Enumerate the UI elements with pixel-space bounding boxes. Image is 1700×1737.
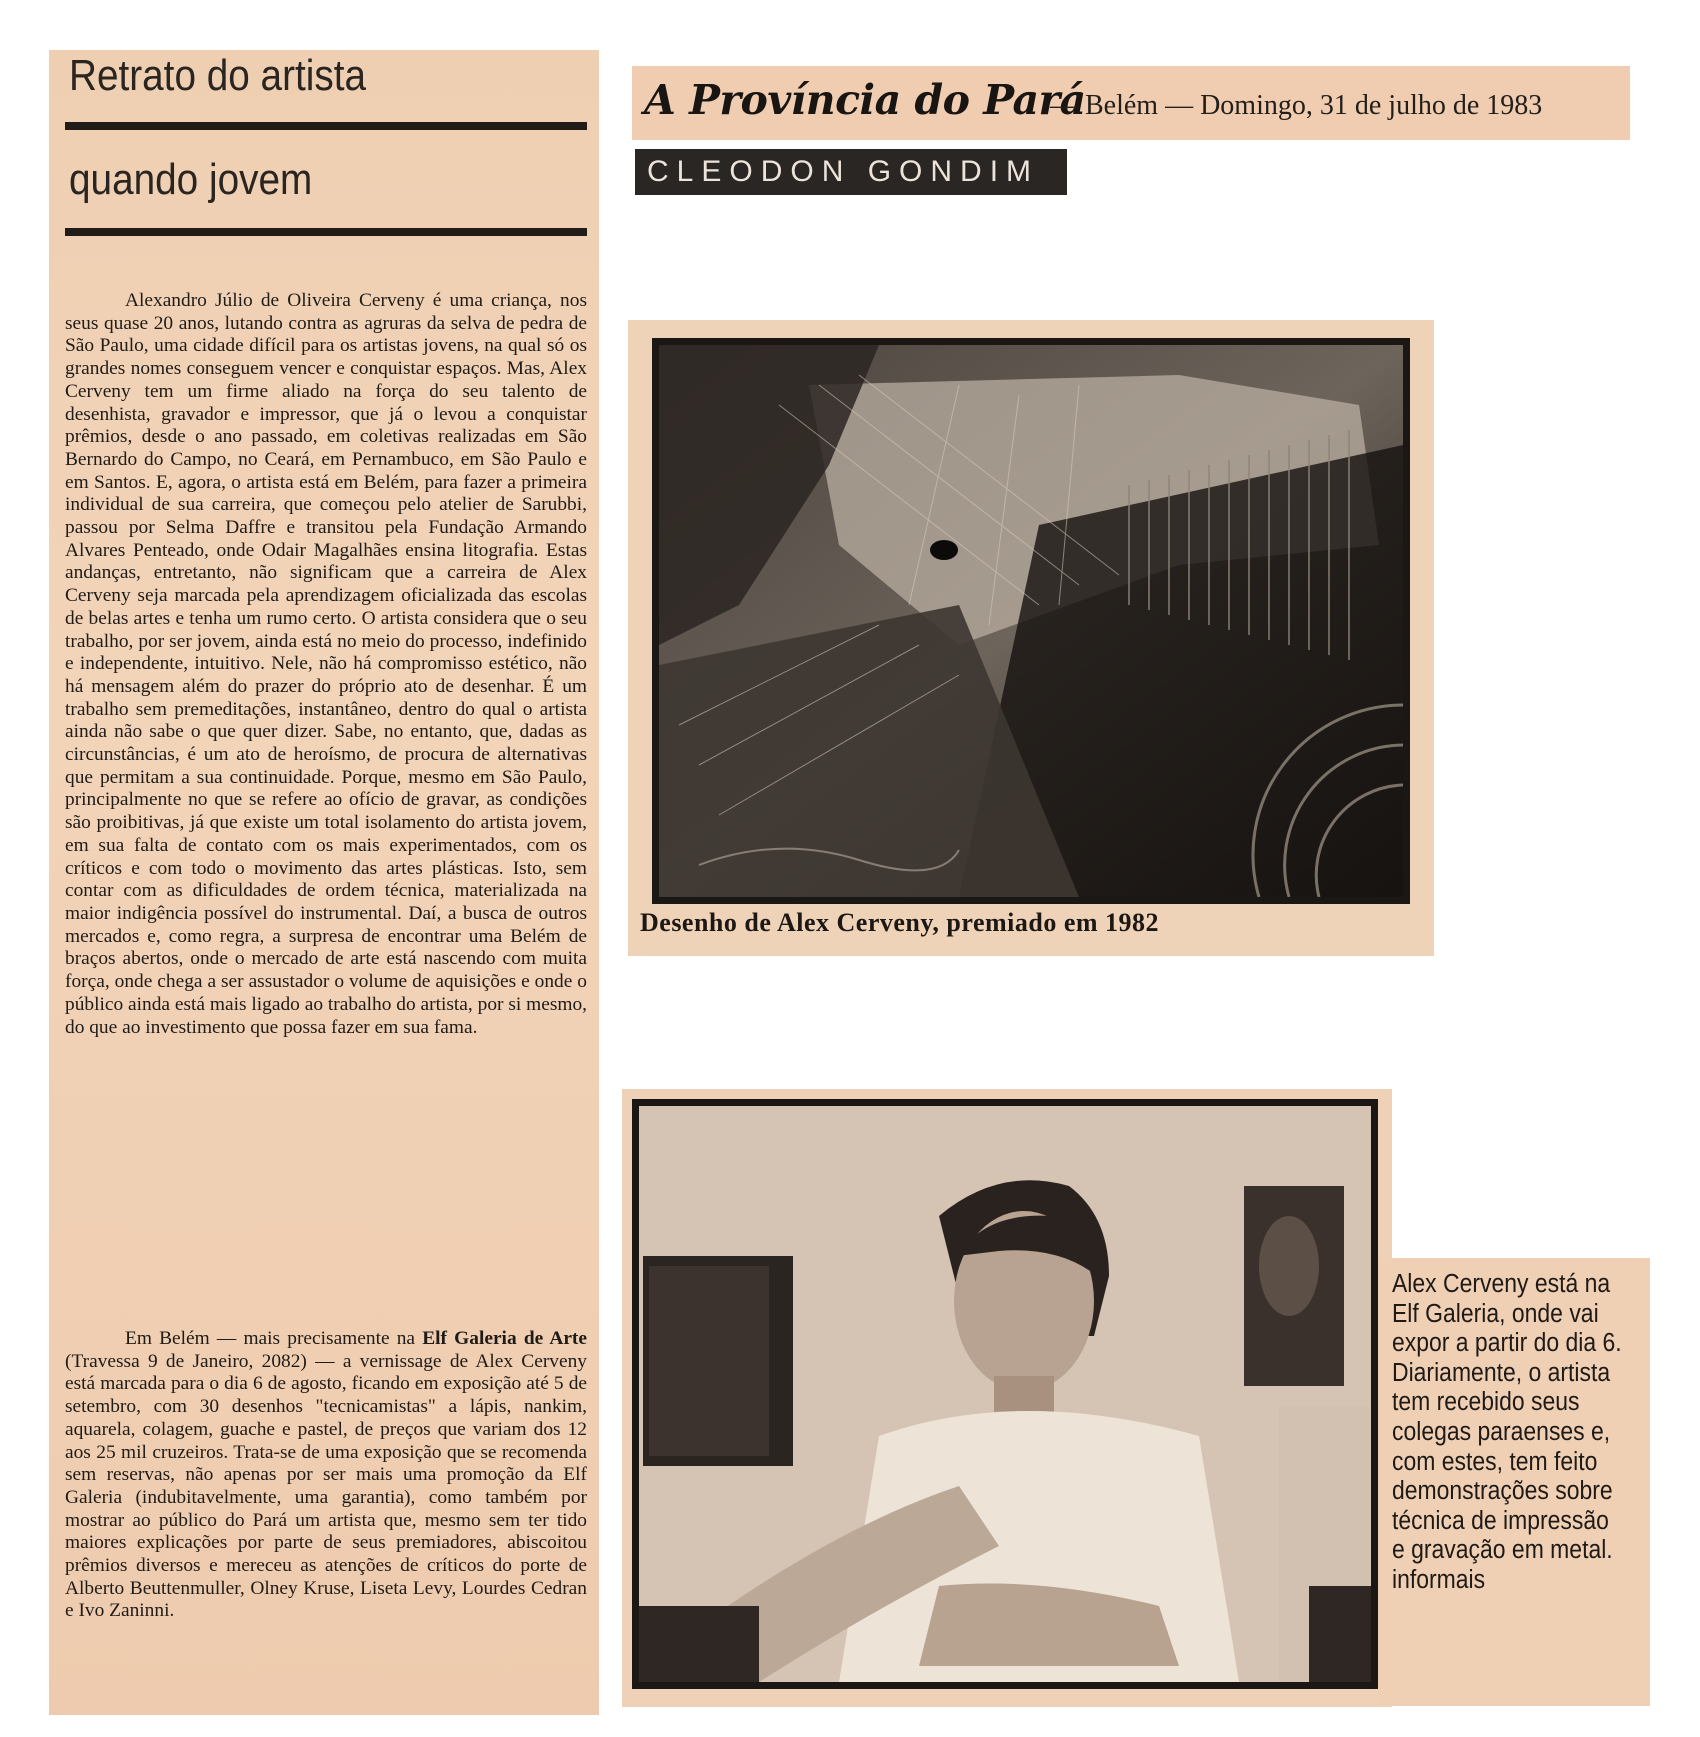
- gallery-name: Elf Galeria de Arte: [422, 1328, 587, 1349]
- portrait-illustration: [639, 1106, 1371, 1682]
- portrait-photo: [632, 1099, 1378, 1689]
- photo-clipping: [622, 1089, 1392, 1707]
- paragraph-2-lead: Em Belém — mais precisamente na: [125, 1328, 423, 1349]
- headline-line-2: quando jovem: [69, 155, 313, 204]
- article-paragraph-2: [65, 1328, 587, 1623]
- paragraph-2-rest: (Travessa 9 de Janeiro, 2082) — a vernissage de Alex Cerveny está marcada para o dia 6 de agosto, ficando em exposição até 5 de setembro, com 30 desenhos "tecnicamistas" a lápis, nankim, aquarela, colagem, guache e pastel, de preços que variam dos 12 aos 25 mil cruzeiros. Trata-se de uma exposição que se recomenda sem reservas, não apenas por ser mais uma promoção da Elf Galeria (indubitavelmente, uma garantia), como também por mostrar ao público do Pará um artista que, mesmo sem ter tido maiores explicações por parte de seus premiadores, abiscoitou prêmios diversos e mereceu as atenções de críticos do porte de Alberto Beuttenmuller, Olney Kruse, Liseta Levy, Lourdes Cedran e Ivo Zaninni.: [65, 1350, 587, 1622]
- masthead: [632, 66, 1630, 140]
- dateline: — Belém — Domingo, 31 de julho de 1983: [1050, 90, 1543, 121]
- drawing-clipping: [628, 320, 1434, 956]
- headline-line-1: Retrato do artista: [69, 51, 366, 100]
- drawing-image: [652, 338, 1410, 904]
- drawing-caption: Desenho de Alex Cerveny, premiado em 1982: [640, 908, 1160, 937]
- headline-rule-bottom: [65, 228, 587, 236]
- headline-rule-top: [65, 122, 587, 130]
- article-paragraph-1: Alexandro Júlio de Oliveira Cerveny é uma criança, nos seus quase 20 anos, lutando contra as agruras da selva de pedra de São Paulo, uma cidade difícil para os artistas jovens, na qual só os grandes nomes conseguem vencer e conquistar espaços. Mas, Alex Cerveny tem um firme aliado na força do seu talento de desenhista, gravador e impressor, que já o levou a conquistar prêmios, desde o ano passado, em coletivas realizadas em São Bernardo do Campo, no Ceará, em Pernambuco, em São Paulo e em Santos. E, agora, o artista está em Belém, para fazer a primeira individual de sua carreira, que começou pelo atelier de Sarubbi, passou por Selma Daffre e transitou pela Fundação Armando Alvares Penteado, onde Odair Magalhães ensina litografia. Estas andanças, entretanto, não significam que a carreira de Alex Cerveny seja marcada pela aprendizagem oficializada das escolas de belas artes e tenha um rumo certo. O artista considera que o seu trabalho, por ser jovem, ainda está no meio do processo, indefinido e independente, intuitivo. Nele, não há compromisso estético, não há mensagem além do prazer do próprio ato de desenhar. É um trabalho sem premeditações, instantâneo, dentro do qual o artista ainda não sabe o que quer dizer. Sabe, no entanto, que, dadas as circunstâncias, é um ato de heroísmo, de procura de alternativas que permitam a sua continuidade. Porque, mesmo em São Paulo, principalmente no que se refere ao ofício de gravar, as condições são proibitivas, já que existe um total isolamento do artista jovem, em sua falta de contato com os mais experimentados, com os críticos e com todo o movimento das artes plásticas. Isto, sem contar com as dificuldades de ordem técnica, materializada na maior indigência possível do instrumental. Daí, a busca de outros mercados e, como regra, a surpresa de encontrar uma Belém de braços abertos, onde o mercado de arte está nascendo com muita força, onde chega a ser assustador o volume de aquisições e onde o público ainda está mais ligado ao trabalho do artista, por si mesmo, do que ao investimento que possa fazer em sua fama.: [65, 290, 587, 1038]
- article-clipping: [49, 50, 599, 1715]
- drawing-illustration: [659, 345, 1403, 897]
- byline: CLEODON GONDIM: [635, 149, 1067, 195]
- photo-caption: Alex Cerveny está na Elf Galeria, onde vai expor a partir do dia 6. Diariamente, o artista tem recebido seus colegas paraenses e, com estes, tem feito demonstrações sobre técnica de impressão e gravação em metal. informais: [1392, 1270, 1622, 1594]
- newspaper-title: A Província do Pará: [644, 76, 1086, 124]
- photo-caption-box: [1378, 1258, 1650, 1706]
